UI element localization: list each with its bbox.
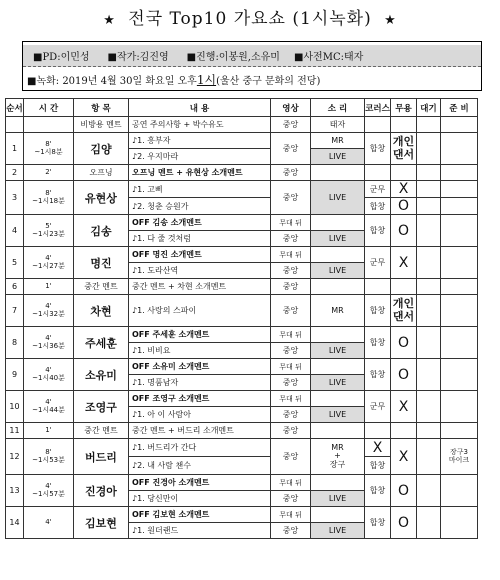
info-box [22,41,482,91]
order-cell: 4 [6,215,24,247]
record-time: 1시 [196,72,217,87]
video-cell: 무대 뒤 [271,391,311,407]
page-title [0,4,500,29]
item-cell: 비방용 멘트 [74,117,129,133]
performer-name: 조영구 [74,391,129,423]
header-cell: 준 비 [441,99,478,117]
table-row [6,295,478,327]
time-cell: 4' [24,507,74,539]
chorus-cell: 합창 [365,198,391,215]
order-cell: 3 [6,181,24,215]
sound-cell: LIVE [311,407,365,423]
time-cell: 4' ~1시44분 [24,391,74,423]
header-cell: 영상 [271,99,311,117]
dance-cell: X [391,391,417,423]
chorus-cell: 합창 [365,359,391,391]
sound-cell: 태자 [311,117,365,133]
table-row [6,423,478,439]
video-cell: 중앙 [271,263,311,279]
time-cell: 5' ~1시23분 [24,215,74,247]
video-cell: 중앙 [271,491,311,507]
sound-cell: MR [311,295,365,327]
content-cell: ♪1. 명품남자 [129,375,271,391]
time-cell: 4' ~1시40분 [24,359,74,391]
content-cell: ♪2. 청춘 승원가 [129,198,271,215]
performer-name: 주세훈 [74,327,129,359]
performer-name: 김송 [74,215,129,247]
order-cell: 10 [6,391,24,423]
video-cell: 중앙 [271,423,311,439]
record-prefix: ■녹화: 2019년 4월 30일 화요일 오후 [27,75,197,87]
performer-name: 유현상 [74,181,129,215]
order-cell: 5 [6,247,24,279]
chorus-cell: 군무 [365,181,391,198]
order-cell: 12 [6,439,24,475]
sound-cell: LIVE [311,263,365,279]
time-cell: 8' ~1시8분 [24,133,74,165]
video-cell: 무대 뒤 [271,215,311,231]
content-cell: 공연 주의사항 + 박수유도 [129,117,271,133]
table-row [6,247,478,263]
performer-name: 소유미 [74,359,129,391]
content-cell: OFF 김송 소개멘트 [129,215,271,231]
header-cell: 항 목 [74,99,129,117]
sound-cell: LIVE [311,375,365,391]
time-cell: 4' ~1시32분 [24,295,74,327]
dance-cell: 개인 댄서 [391,133,417,165]
table-row [6,117,478,133]
order-cell: 11 [6,423,24,439]
table-row [6,327,478,343]
video-cell: 중앙 [271,295,311,327]
host-label: ■진행:이봉원,소유미 [186,52,280,63]
header-cell: 시 간 [24,99,74,117]
video-cell: 무대 뒤 [271,247,311,263]
header-cell: 코러스 [365,99,391,117]
prep-cell: 장구3 마이크 [441,439,478,475]
chorus-cell: 합창 [365,327,391,359]
chorus-cell: 합창 [365,295,391,327]
video-cell: 무대 뒤 [271,475,311,491]
video-cell: 무대 뒤 [271,359,311,375]
writer-label: ■작가:김진영 [107,52,169,63]
content-cell: ♪1. 다 줄 것처럼 [129,231,271,247]
sound-cell: LIVE [311,523,365,539]
performer-name: 김보현 [74,507,129,539]
video-cell: 중앙 [271,343,311,359]
order-cell: 13 [6,475,24,507]
table-row [6,391,478,407]
content-cell: ♪1. 버드리가 간다 [129,439,271,457]
header-cell: 무용 [391,99,417,117]
dance-cell: O [391,507,417,539]
content-cell: ♪1. 비비요 [129,343,271,359]
time-cell: 4' ~1시57분 [24,475,74,507]
chorus-cell: X [365,439,391,457]
item-cell: 중간 멘트 [74,423,129,439]
dance-cell: O [391,215,417,247]
pd-label: ■PD:이민성 [33,52,90,63]
header-row [6,99,478,117]
content-cell: 중간 멘트 + 차현 소개멘트 [129,279,271,295]
chorus-cell: 합창 [365,475,391,507]
sound-cell: LIVE [311,231,365,247]
dance-cell: X [391,181,417,198]
table-row [6,181,478,198]
chorus-cell: 합창 [365,457,391,475]
performer-name: 명진 [74,247,129,279]
time-cell: 2' [24,165,74,181]
content-cell: ♪1. 도라산역 [129,263,271,279]
content-cell: 오프닝 멘트 + 유현상 소개멘트 [129,165,271,181]
time-cell: 1' [24,423,74,439]
order-cell: 7 [6,295,24,327]
performer-name: 버드리 [74,439,129,475]
performer-name: 김양 [74,133,129,165]
chorus-cell: 합창 [365,215,391,247]
video-cell: 무대 뒤 [271,507,311,523]
content-cell: OFF 진경아 소개멘트 [129,475,271,491]
dance-cell: O [391,327,417,359]
table-row [6,439,478,457]
dance-cell: X [391,439,417,475]
content-cell: ♪2. 내 사람 챈수 [129,457,271,475]
star-icon: ★ [384,13,397,28]
table-row [6,475,478,491]
content-cell: ♪1. 아 이 사람아 [129,407,271,423]
table-row [6,165,478,181]
content-cell: ♪1. 원더랜드 [129,523,271,539]
content-cell: ♪2. 우지마라 [129,149,271,165]
dance-cell: 개인 댄서 [391,295,417,327]
table-row [6,359,478,375]
video-cell: 중앙 [271,407,311,423]
item-cell: 중간 멘트 [74,279,129,295]
time-cell: 8' ~1시18분 [24,181,74,215]
dance-cell: X [391,247,417,279]
sound-cell: MR [311,133,365,149]
order-cell: 14 [6,507,24,539]
dance-cell: O [391,475,417,507]
sound-cell: MR + 장구 [311,439,365,475]
dance-cell: O [391,359,417,391]
video-cell: 중앙 [271,231,311,247]
order-cell: 1 [6,133,24,165]
video-cell: 중앙 [271,165,311,181]
item-cell: 오프닝 [74,165,129,181]
content-cell: ♪1. 고삐 [129,181,271,198]
content-cell: OFF 명진 소개멘트 [129,247,271,263]
content-cell: ♪1. 사랑의 스파이 [129,295,271,327]
content-cell: 중간 멘트 + 버드리 소개멘트 [129,423,271,439]
performer-name: 진경아 [74,475,129,507]
video-cell: 중앙 [271,117,311,133]
chorus-cell: 합창 [365,133,391,165]
time-cell: 1' [24,279,74,295]
table-row [6,133,478,149]
video-cell: 중앙 [271,439,311,475]
sound-cell: LIVE [311,343,365,359]
table-row [6,507,478,523]
sound-cell: LIVE [311,491,365,507]
title-text: 전국 Top10 가요쇼 (1시녹화) [128,9,372,29]
content-cell: OFF 소유미 소개멘트 [129,359,271,375]
order-cell: 9 [6,359,24,391]
content-cell: OFF 조영구 소개멘트 [129,391,271,407]
cue-sheet-table [5,98,478,539]
record-row [23,68,485,90]
dance-cell: O [391,198,417,215]
time-cell: 4' ~1시27분 [24,247,74,279]
sound-cell: LIVE [311,181,365,215]
content-cell: ♪1. 흥부자 [129,133,271,149]
sound-cell: LIVE [311,149,365,165]
header-cell: 내 용 [129,99,271,117]
content-cell: OFF 주세훈 소개멘트 [129,327,271,343]
staff-row [23,45,481,67]
time-cell: 4' ~1시36분 [24,327,74,359]
chorus-cell: 합창 [365,507,391,539]
record-suffix: (울산 중구 문화의 전당) [216,75,321,87]
content-cell: OFF 김보현 소개멘트 [129,507,271,523]
mc-label: ■사전MC:태자 [293,52,364,63]
table-row [6,215,478,231]
content-cell: ♪1. 당신만이 [129,491,271,507]
video-cell: 중앙 [271,375,311,391]
table-row [6,279,478,295]
video-cell: 중앙 [271,279,311,295]
order-cell: 8 [6,327,24,359]
performer-name: 차현 [74,295,129,327]
video-cell: 무대 뒤 [271,327,311,343]
chorus-cell: 군무 [365,391,391,423]
video-cell: 중앙 [271,133,311,165]
time-cell: 8' ~1시53분 [24,439,74,475]
order-cell: 6 [6,279,24,295]
order-cell: 2 [6,165,24,181]
chorus-cell: 군무 [365,247,391,279]
video-cell: 중앙 [271,181,311,215]
header-cell: 대기 [417,99,441,117]
header-cell: 순서 [6,99,24,117]
video-cell: 중앙 [271,523,311,539]
header-cell: 소 리 [311,99,365,117]
star-icon: ★ [103,13,116,28]
